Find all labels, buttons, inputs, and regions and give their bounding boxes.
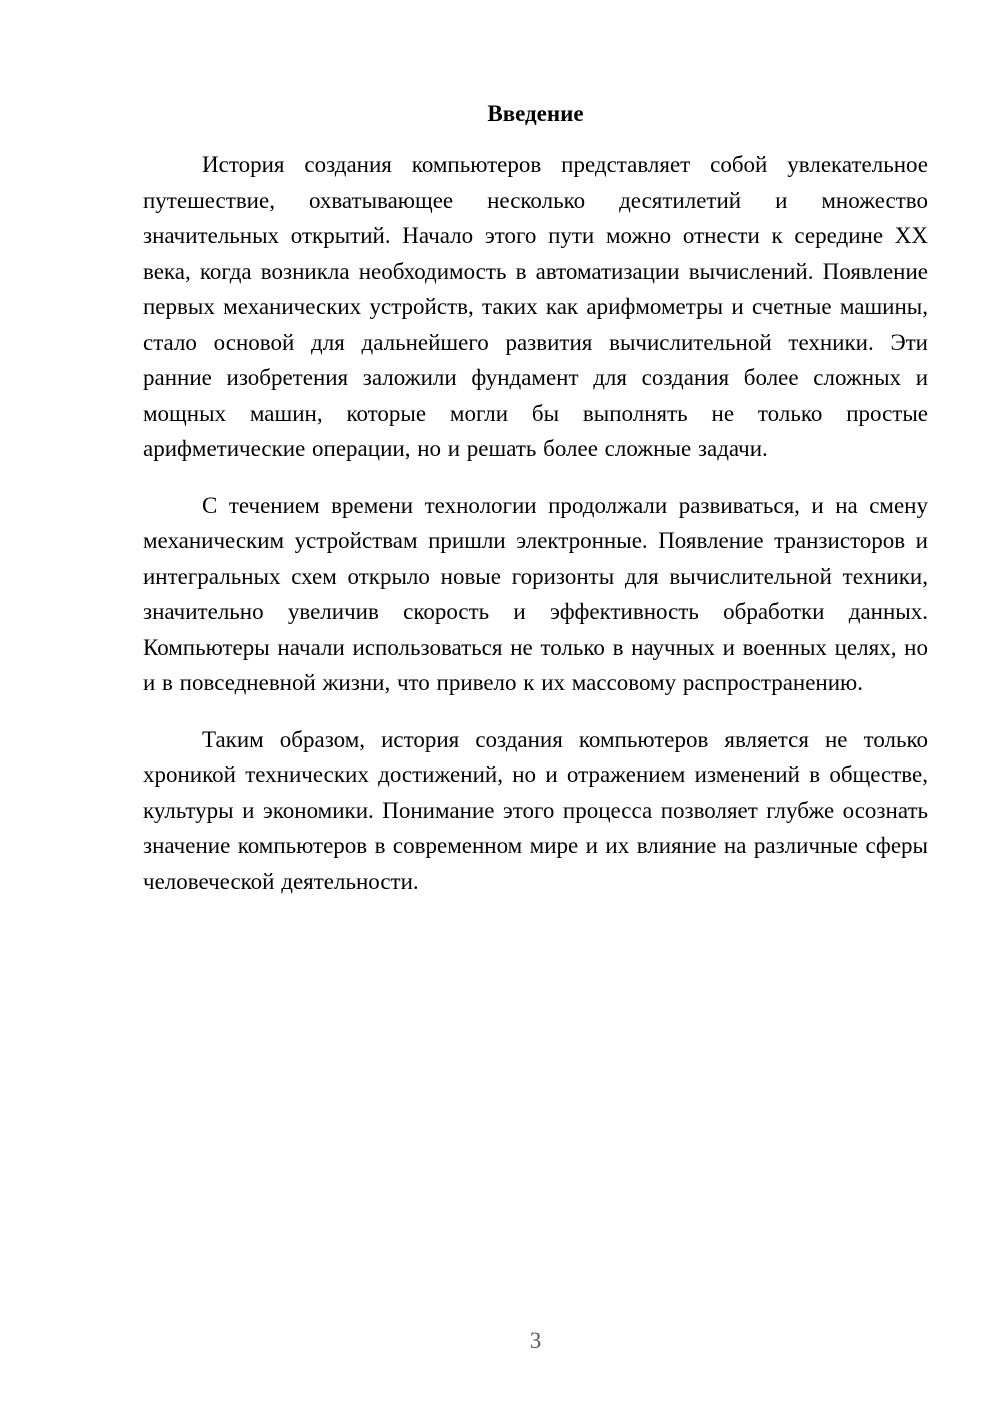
paragraph: С течением времени технологии продолжали развиваться, и на смену механическим устройствам пришли электронные. Появление транзисторов и интегральных схем открыло новые горизонты для вычислительной техники, значительно увеличив скорость и эффективность обработки данных. Компьютеры начали использоваться не только в научных и военных целях, но и в повседневной жизни, что привело к их массовому распространению. — [143, 492, 928, 695]
paragraph: История создания компьютеров представляет собой увлекательное путешествие, охватывающее несколько десятилетий и множество значительных открытий. Начало этого пути можно отнести к середине XX века, когда возникла необходимость в автоматизации вычислений. Появление первых механических устройств, таких как арифмометры и счетные машины, стало основой для дальнейшего развития вычислительной техники. Эти ранние изобретения заложили фундамент для создания более сложных и мощных машин, которые могли бы выполнять не только простые арифметические операции, но и решать более сложные задачи. — [143, 152, 928, 461]
document-title: Введение — [487, 101, 584, 126]
paragraph: Таким образом, история создания компьютеров является не только хроникой технических достижений, но и отражением изменений в обществе, культуры и экономики. Понимание этого процесса позволяет глубже осознать значение компьютеров в современном мире и их влияние на различные сферы человеческой деятельности. — [143, 726, 928, 894]
page-number: 3 — [529, 1328, 542, 1353]
